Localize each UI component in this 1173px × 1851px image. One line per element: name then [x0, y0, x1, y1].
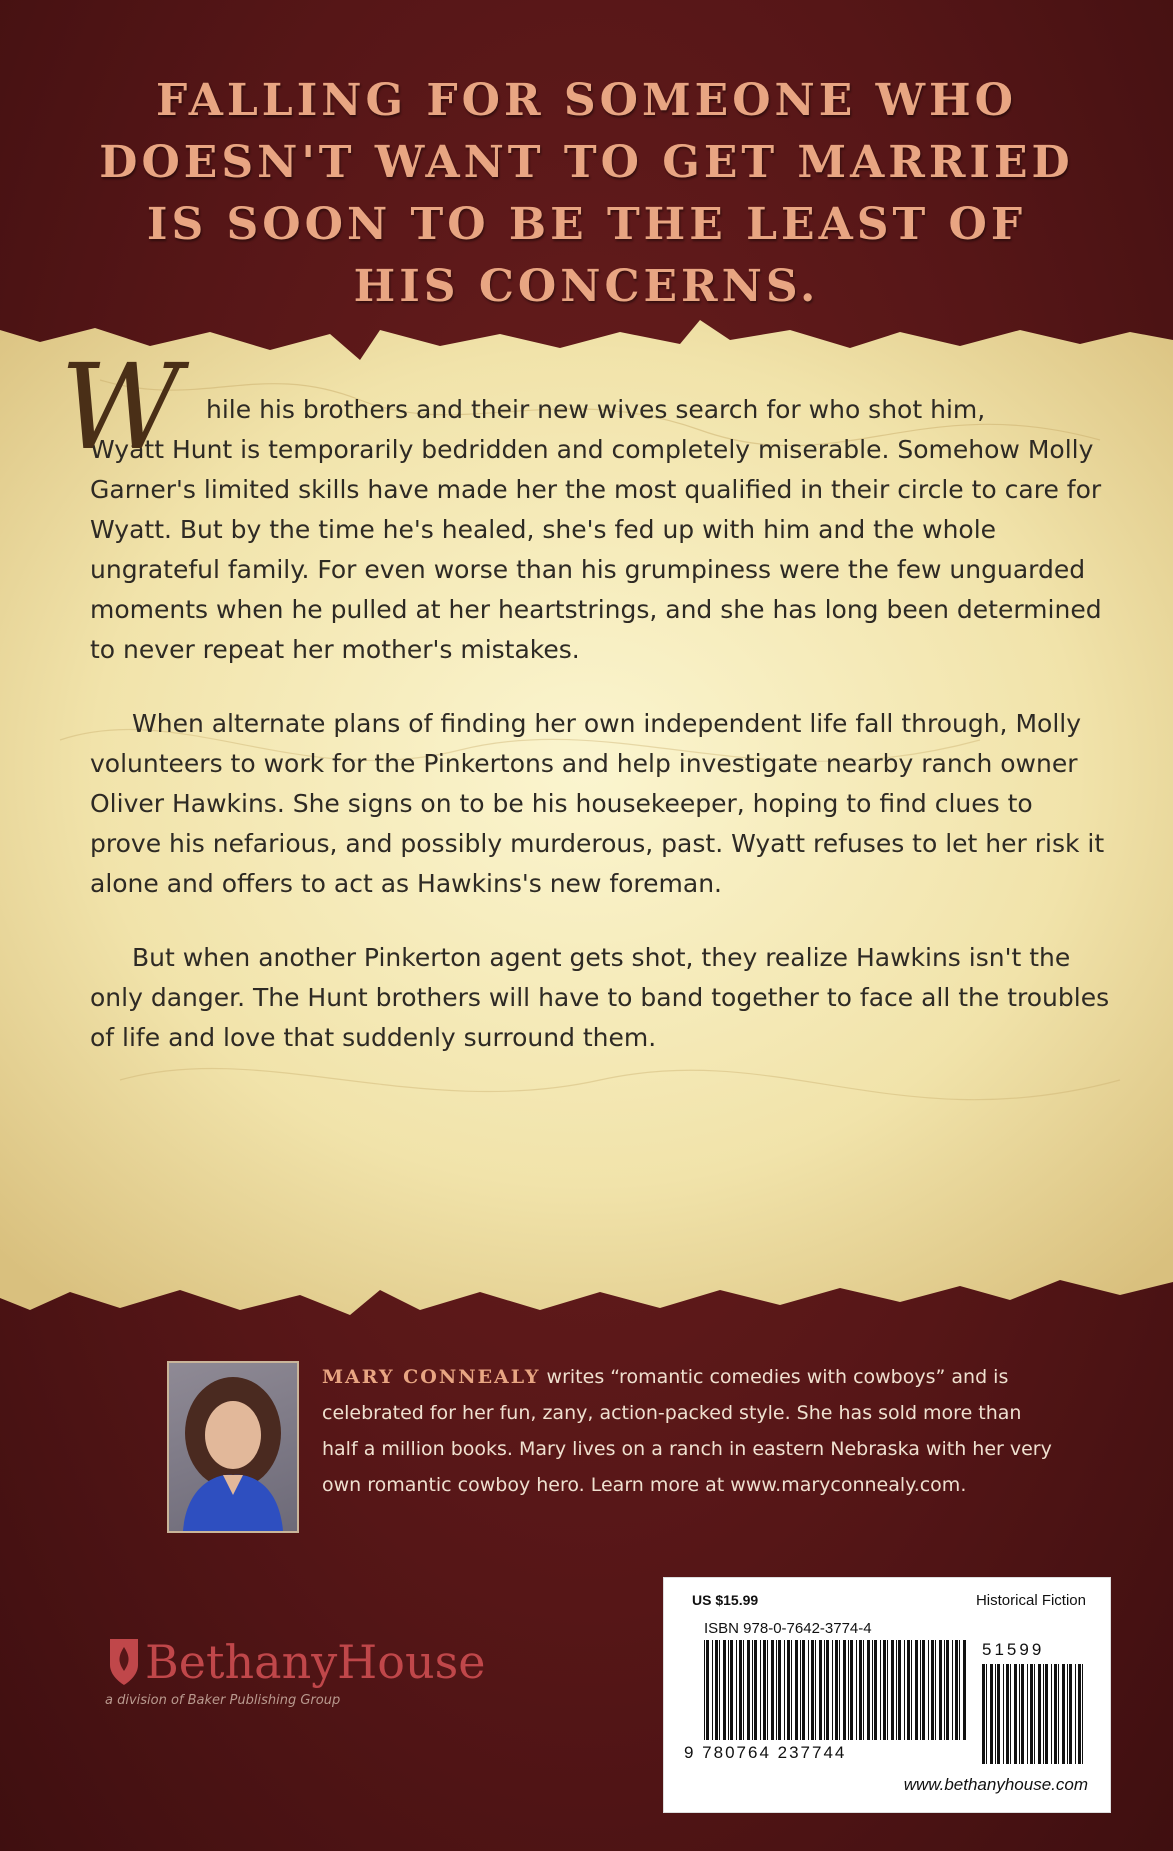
tagline-line: HIS CONCERNS.	[353, 261, 820, 312]
barcode-bar	[887, 1640, 888, 1740]
barcode-bar	[1027, 1664, 1028, 1764]
barcode-bar	[920, 1640, 921, 1740]
barcode-bar	[776, 1640, 777, 1740]
barcode-bar	[826, 1640, 829, 1740]
barcode-bar	[931, 1640, 934, 1740]
barcode-bar	[856, 1640, 857, 1740]
barcode-bar	[704, 1640, 705, 1740]
barcode-bar	[995, 1664, 996, 1764]
barcode-bar	[706, 1640, 709, 1740]
barcode-bar	[904, 1640, 905, 1740]
barcode-bar	[952, 1640, 953, 1740]
barcode-bar	[922, 1640, 925, 1740]
barcode-bar	[715, 1640, 718, 1740]
barcode-bar	[1082, 1664, 1083, 1764]
price-addon-code: 51599	[982, 1640, 1045, 1659]
barcode-bar	[739, 1640, 742, 1740]
barcode-bar	[754, 1640, 757, 1740]
barcode-bar	[850, 1640, 853, 1740]
barcode-bar	[728, 1640, 729, 1740]
drop-cap: W	[60, 338, 182, 476]
barcode-bar	[935, 1640, 936, 1740]
isbn: ISBN 978-0-7642-3774-4	[704, 1620, 872, 1637]
barcode-bar	[959, 1640, 960, 1740]
barcode-bar	[1075, 1664, 1076, 1764]
barcode-bar	[1019, 1664, 1020, 1764]
author-portrait-icon	[169, 1363, 297, 1531]
tagline-line: FALLING FOR SOMEONE WHO	[156, 75, 1017, 126]
barcode-bar	[896, 1640, 897, 1740]
barcode-bar	[907, 1640, 910, 1740]
barcode-bar	[880, 1640, 881, 1740]
barcode-bar	[824, 1640, 825, 1740]
barcode-panel	[663, 1577, 1111, 1813]
barcode-bar	[815, 1640, 816, 1740]
barcode-bar	[872, 1640, 873, 1740]
author-photo	[167, 1361, 299, 1533]
barcode-bar	[1030, 1664, 1033, 1764]
barcode-bar	[730, 1640, 733, 1740]
barcode-bar	[791, 1640, 792, 1740]
barcode-bar	[811, 1640, 814, 1740]
barcode-bar	[1069, 1664, 1072, 1764]
barcode-bar	[939, 1640, 942, 1740]
barcode-bar	[883, 1640, 886, 1740]
blurb	[60, 338, 1110, 1092]
barcode-bar	[874, 1640, 877, 1740]
barcode-bar	[747, 1640, 750, 1740]
flame-shield-icon	[107, 1635, 141, 1687]
barcode-bar	[843, 1640, 846, 1740]
author-bio-text: writes “romantic comedies with cowboys” and is celebrated for her fun, zany, action-packed style. She has sold more than half a million books. Mary lives on a ranch in eastern Nebraska with her very own romantic cowboy hero. Learn more at www.maryconnealy.com.	[322, 1366, 1052, 1496]
barcode-bar	[795, 1640, 798, 1740]
barcode-bar	[787, 1640, 790, 1740]
barcode-bar	[1045, 1664, 1048, 1764]
barcode-bar	[1006, 1664, 1009, 1764]
barcode-bar	[863, 1640, 864, 1740]
blurb-paragraph	[60, 338, 1110, 670]
tagline	[60, 70, 1113, 318]
publisher-logo	[105, 1635, 585, 1725]
barcode-bar	[832, 1640, 833, 1740]
barcode-bar	[891, 1640, 894, 1740]
tagline-line: IS SOON TO BE THE LEAST OF	[146, 199, 1027, 250]
barcode-bar	[736, 1640, 737, 1740]
barcode-bar	[1010, 1664, 1011, 1764]
blurb-paragraph-text: Wyatt Hunt is temporarily bedridden and completely miserable. Somehow Molly Garner's limited skills have made her the most qualified in their circle to care for Wyatt. But by the time he's healed, she's fed up with him and the whole ungrateful family. For even worse than his grumpiness were the few unguarded moments when he pulled at her heartstrings, and she has long been determined to never repeat her mother's mistakes.	[90, 435, 1102, 664]
barcode-bar	[712, 1640, 713, 1740]
barcode-bar	[955, 1640, 958, 1740]
author-name: MARY CONNEALY	[322, 1366, 541, 1388]
barcode-bar	[982, 1664, 985, 1764]
barcode-bar	[819, 1640, 822, 1740]
barcode-bar	[986, 1664, 987, 1764]
barcode-bar	[767, 1640, 768, 1740]
blurb-paragraph: When alternate plans of finding her own independent life fall through, Molly volunteers to work for the Pinkertons and help investigate nearby ranch owner Oliver Hawkins. She signs on to be his housekeeper, hoping to find clues to prove his nefarious, and possibly murderous, past. Wyatt refuses to let her risk it alone and offers to act as Hawkins's new foreman.	[90, 709, 1105, 898]
barcode-bar	[763, 1640, 766, 1740]
barcode-bar	[1038, 1664, 1041, 1764]
barcode-bar	[1054, 1664, 1057, 1764]
barcode-bar	[784, 1640, 785, 1740]
barcode-bar	[1043, 1664, 1044, 1764]
barcode-bar	[835, 1640, 838, 1740]
barcode-bar	[1062, 1664, 1065, 1764]
barcode-bar	[778, 1640, 781, 1740]
genre: Historical Fiction	[975, 1592, 1086, 1609]
barcode-bar	[928, 1640, 929, 1740]
barcode-bar	[723, 1640, 726, 1740]
parchment-panel	[0, 320, 1173, 1335]
barcode-bar	[743, 1640, 744, 1740]
barcode-bar	[1021, 1664, 1024, 1764]
barcode-bar	[771, 1640, 774, 1740]
blurb-first-line: hile his brothers and their new wives search for who shot him,	[206, 395, 986, 424]
barcode-bar	[963, 1640, 966, 1740]
author-bio	[322, 1359, 1062, 1503]
publisher-subtitle: a division of Baker Publishing Group	[105, 1693, 341, 1708]
barcode-bar	[859, 1640, 862, 1740]
blurb-paragraph: But when another Pinkerton agent gets shot, they realize Hawkins isn't the only danger. The Hunt brothers will have to band together to face all the troubles of life and love that suddenly surround them.	[90, 943, 1110, 1052]
barcode-bar	[800, 1640, 801, 1740]
barcode-bar	[802, 1640, 805, 1740]
barcode-bar	[760, 1640, 761, 1740]
barcode-bar	[808, 1640, 809, 1740]
barcode-digits: 9 780764 237744	[684, 1743, 847, 1762]
barcode-bar	[752, 1640, 753, 1740]
barcode-bar	[1078, 1664, 1081, 1764]
barcode-bar	[990, 1664, 993, 1764]
barcode-bar	[911, 1640, 912, 1740]
barcode-bar	[946, 1640, 949, 1740]
barcode-bar	[839, 1640, 840, 1740]
barcode-bar	[867, 1640, 870, 1740]
barcode-bar	[1003, 1664, 1004, 1764]
barcode-bar	[1058, 1664, 1059, 1764]
barcode-bar	[1051, 1664, 1052, 1764]
barcode-bar	[915, 1640, 918, 1740]
tagline-line: DOESN'T WANT TO GET MARRIED	[99, 137, 1074, 188]
barcode-bar	[997, 1664, 1000, 1764]
publisher-name: BethanyHouse	[145, 1635, 486, 1689]
barcode-bar	[1014, 1664, 1017, 1764]
price: US $15.99	[692, 1592, 759, 1608]
barcode-bar	[898, 1640, 901, 1740]
barcode-bar	[944, 1640, 945, 1740]
author-block	[167, 1361, 1067, 1541]
barcode-bar	[1034, 1664, 1035, 1764]
barcode-bar	[848, 1640, 849, 1740]
publisher-url: www.bethanyhouse.com	[903, 1775, 1088, 1794]
barcode-bar	[719, 1640, 720, 1740]
barcode-bar	[1067, 1664, 1068, 1764]
